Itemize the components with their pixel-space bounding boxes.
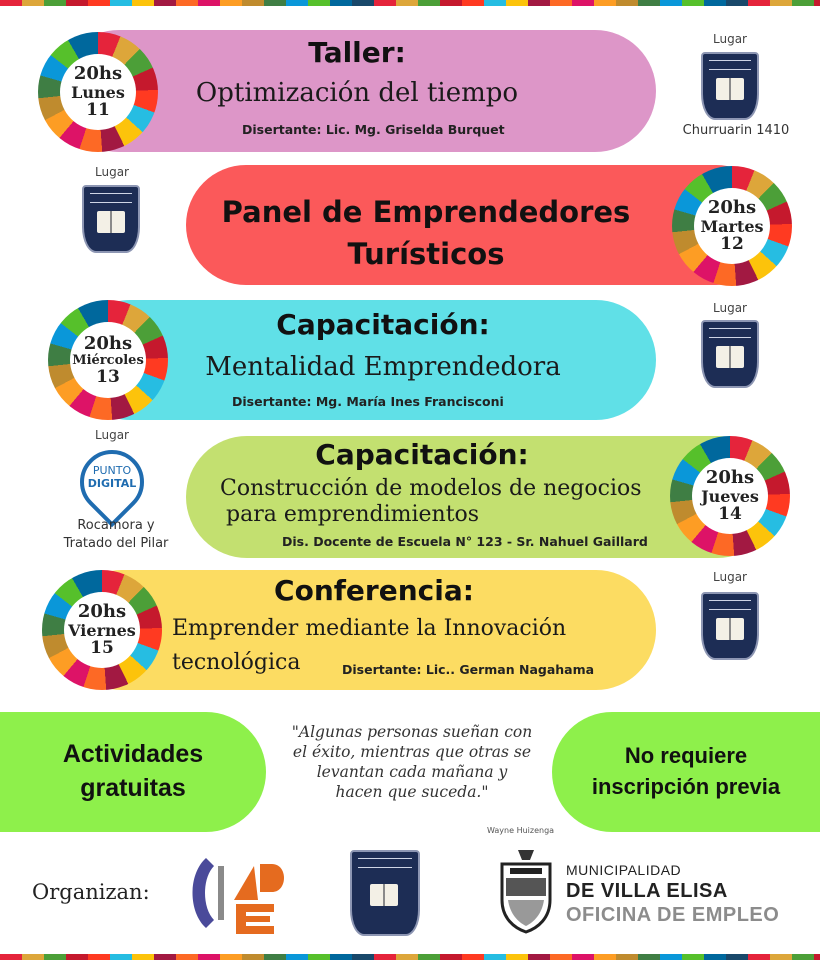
no-registration-line1: No requiere [624,743,748,769]
school-crest-icon [701,320,759,388]
adp-logo-icon [184,848,300,938]
muni-line2: DE VILLA ELISA [566,879,728,902]
no-registration-badge [552,712,820,832]
event-day: Martes [700,216,764,236]
event-speaker: Disertante: Mg. María Ines Francisconi [232,394,504,409]
event-subtitle: Mentalidad Emprendedora [205,352,561,382]
event-time: 20hs [77,601,127,623]
event-day: Miércoles [72,352,144,368]
free-activities-line1: Actividades [62,740,204,769]
event-day: Jueves [701,486,759,506]
quote-line2: el éxito, mientras que otras se [292,743,532,762]
event-speaker: Disertante: Lic.. German Nagahama [342,662,595,677]
event-subtitle-line2: tecnológica [172,650,301,675]
school-crest-icon [701,592,759,660]
lugar-label: Lugar [95,428,129,442]
event-date: 11 [86,100,110,121]
municipality-name [566,862,779,927]
quote-line3: levantan cada mañana y [316,763,508,782]
event-title: Conferencia: [274,574,474,607]
top-color-stripe [0,0,820,6]
lugar-label: Lugar [713,570,747,584]
free-activities-line2: gratuitas [80,774,186,802]
event-speaker: Disertante: Lic. Mg. Griselda Burquet [242,122,505,137]
pin-text-line1: PUNTO [92,464,132,477]
motivational-quote [270,722,554,803]
event-day: Viernes [68,620,136,640]
date-wheel-viernes [42,570,162,690]
quote-line1: "Algunas personas sueñan con [291,723,533,741]
quote-line4: hacen que suceda." [335,783,489,802]
event-date: 14 [718,504,742,525]
event-title-line2: Turísticos [347,237,505,271]
free-activities-badge [0,712,266,832]
event-place-line1: Rocamora y [77,518,155,533]
date-wheel-lunes [38,32,158,152]
school-crest-icon [701,52,759,120]
event-place: Churruarin 1410 [682,123,790,138]
lugar-label: Lugar [713,301,747,315]
event-title: Capacitación: [315,438,529,471]
event-subtitle: Optimización del tiempo [195,78,519,108]
event-time: 20hs [83,333,133,355]
event-day: Lunes [71,82,125,102]
organizers-label: Organizan: [32,880,150,904]
date-wheel-martes [672,166,792,286]
event-subtitle-line1: Emprender mediante la Innovación [172,616,567,641]
event-date: 15 [90,638,114,659]
event-subtitle-line2: para emprendimientos [226,502,480,527]
event-title-line1: Panel de Emprendedores [221,195,631,229]
date-wheel-miercoles [48,300,168,420]
event-time: 20hs [707,197,757,219]
event-time: 20hs [73,63,123,85]
no-registration-line2: inscripción previa [591,774,781,799]
date-wheel-jueves [670,436,790,556]
event-subtitle-line1: Construcción de modelos de negocios [220,476,642,501]
muni-line3: OFICINA DE EMPLEO [566,903,780,926]
quote-author: Wayne Huizenga [487,826,555,835]
punto-digital-logo [80,465,144,490]
event-title: Taller: [308,36,406,69]
municipal-coat-of-arms-icon [496,848,556,934]
school-crest-logo-icon [350,850,420,936]
event-date: 12 [720,234,744,255]
event-title: Capacitación: [276,308,490,341]
event-time: 20hs [705,467,755,489]
pin-text-line2: DIGITAL [87,476,137,490]
event-place-line2: Tratado del Pilar [63,536,169,551]
lugar-label: Lugar [713,32,747,46]
school-crest-icon [82,185,140,253]
muni-line1: MUNICIPALIDAD [566,862,682,878]
lugar-label: Lugar [95,165,129,179]
event-speaker: Dis. Docente de Escuela N° 123 - Sr. Nahuel Gaillard [282,534,648,549]
event-date: 13 [96,366,120,387]
bottom-color-stripe [0,954,820,960]
